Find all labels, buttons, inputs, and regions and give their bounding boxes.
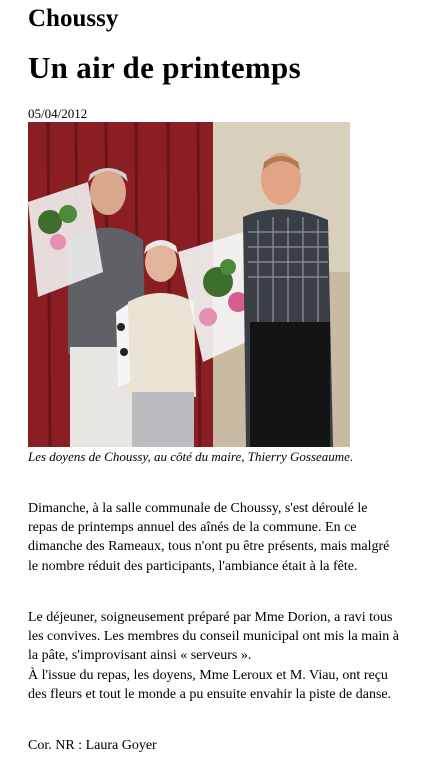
town-heading: Choussy xyxy=(28,5,119,32)
photo-caption: Les doyens de Choussy, au côté du maire, Thierry Gosseaume. xyxy=(28,449,354,464)
article-credit: Cor. NR : Laura Goyer xyxy=(28,738,157,753)
article-paragraph-1: Dimanche, à la salle communale de Choussy, s'est déroulé le repas de printemps annuel des aînés de la commune. En ce dimanche des Rameaux, tous n'ont pu être présents, mais malgré le nombre réduit des participants, l'ambiance était à la fête. xyxy=(28,501,390,574)
article-photo xyxy=(28,122,350,447)
article-date: 05/04/2012 xyxy=(28,106,88,121)
article-paragraph-3: À l'issue du repas, les doyens, Mme Leroux et M. Viau, ont reçu des fleurs et tout le monde a pu ensuite envahir la piste de danse. xyxy=(28,668,392,703)
article-headline: Un air de printemps xyxy=(28,50,301,85)
article-paragraph-2: Le déjeuner, soigneusement préparé par Mme Dorion, a ravi tous les convives. Les membres du conseil municipal ont mis la main à la pâte, s'improvisant ainsi « serveurs ». xyxy=(28,610,399,664)
